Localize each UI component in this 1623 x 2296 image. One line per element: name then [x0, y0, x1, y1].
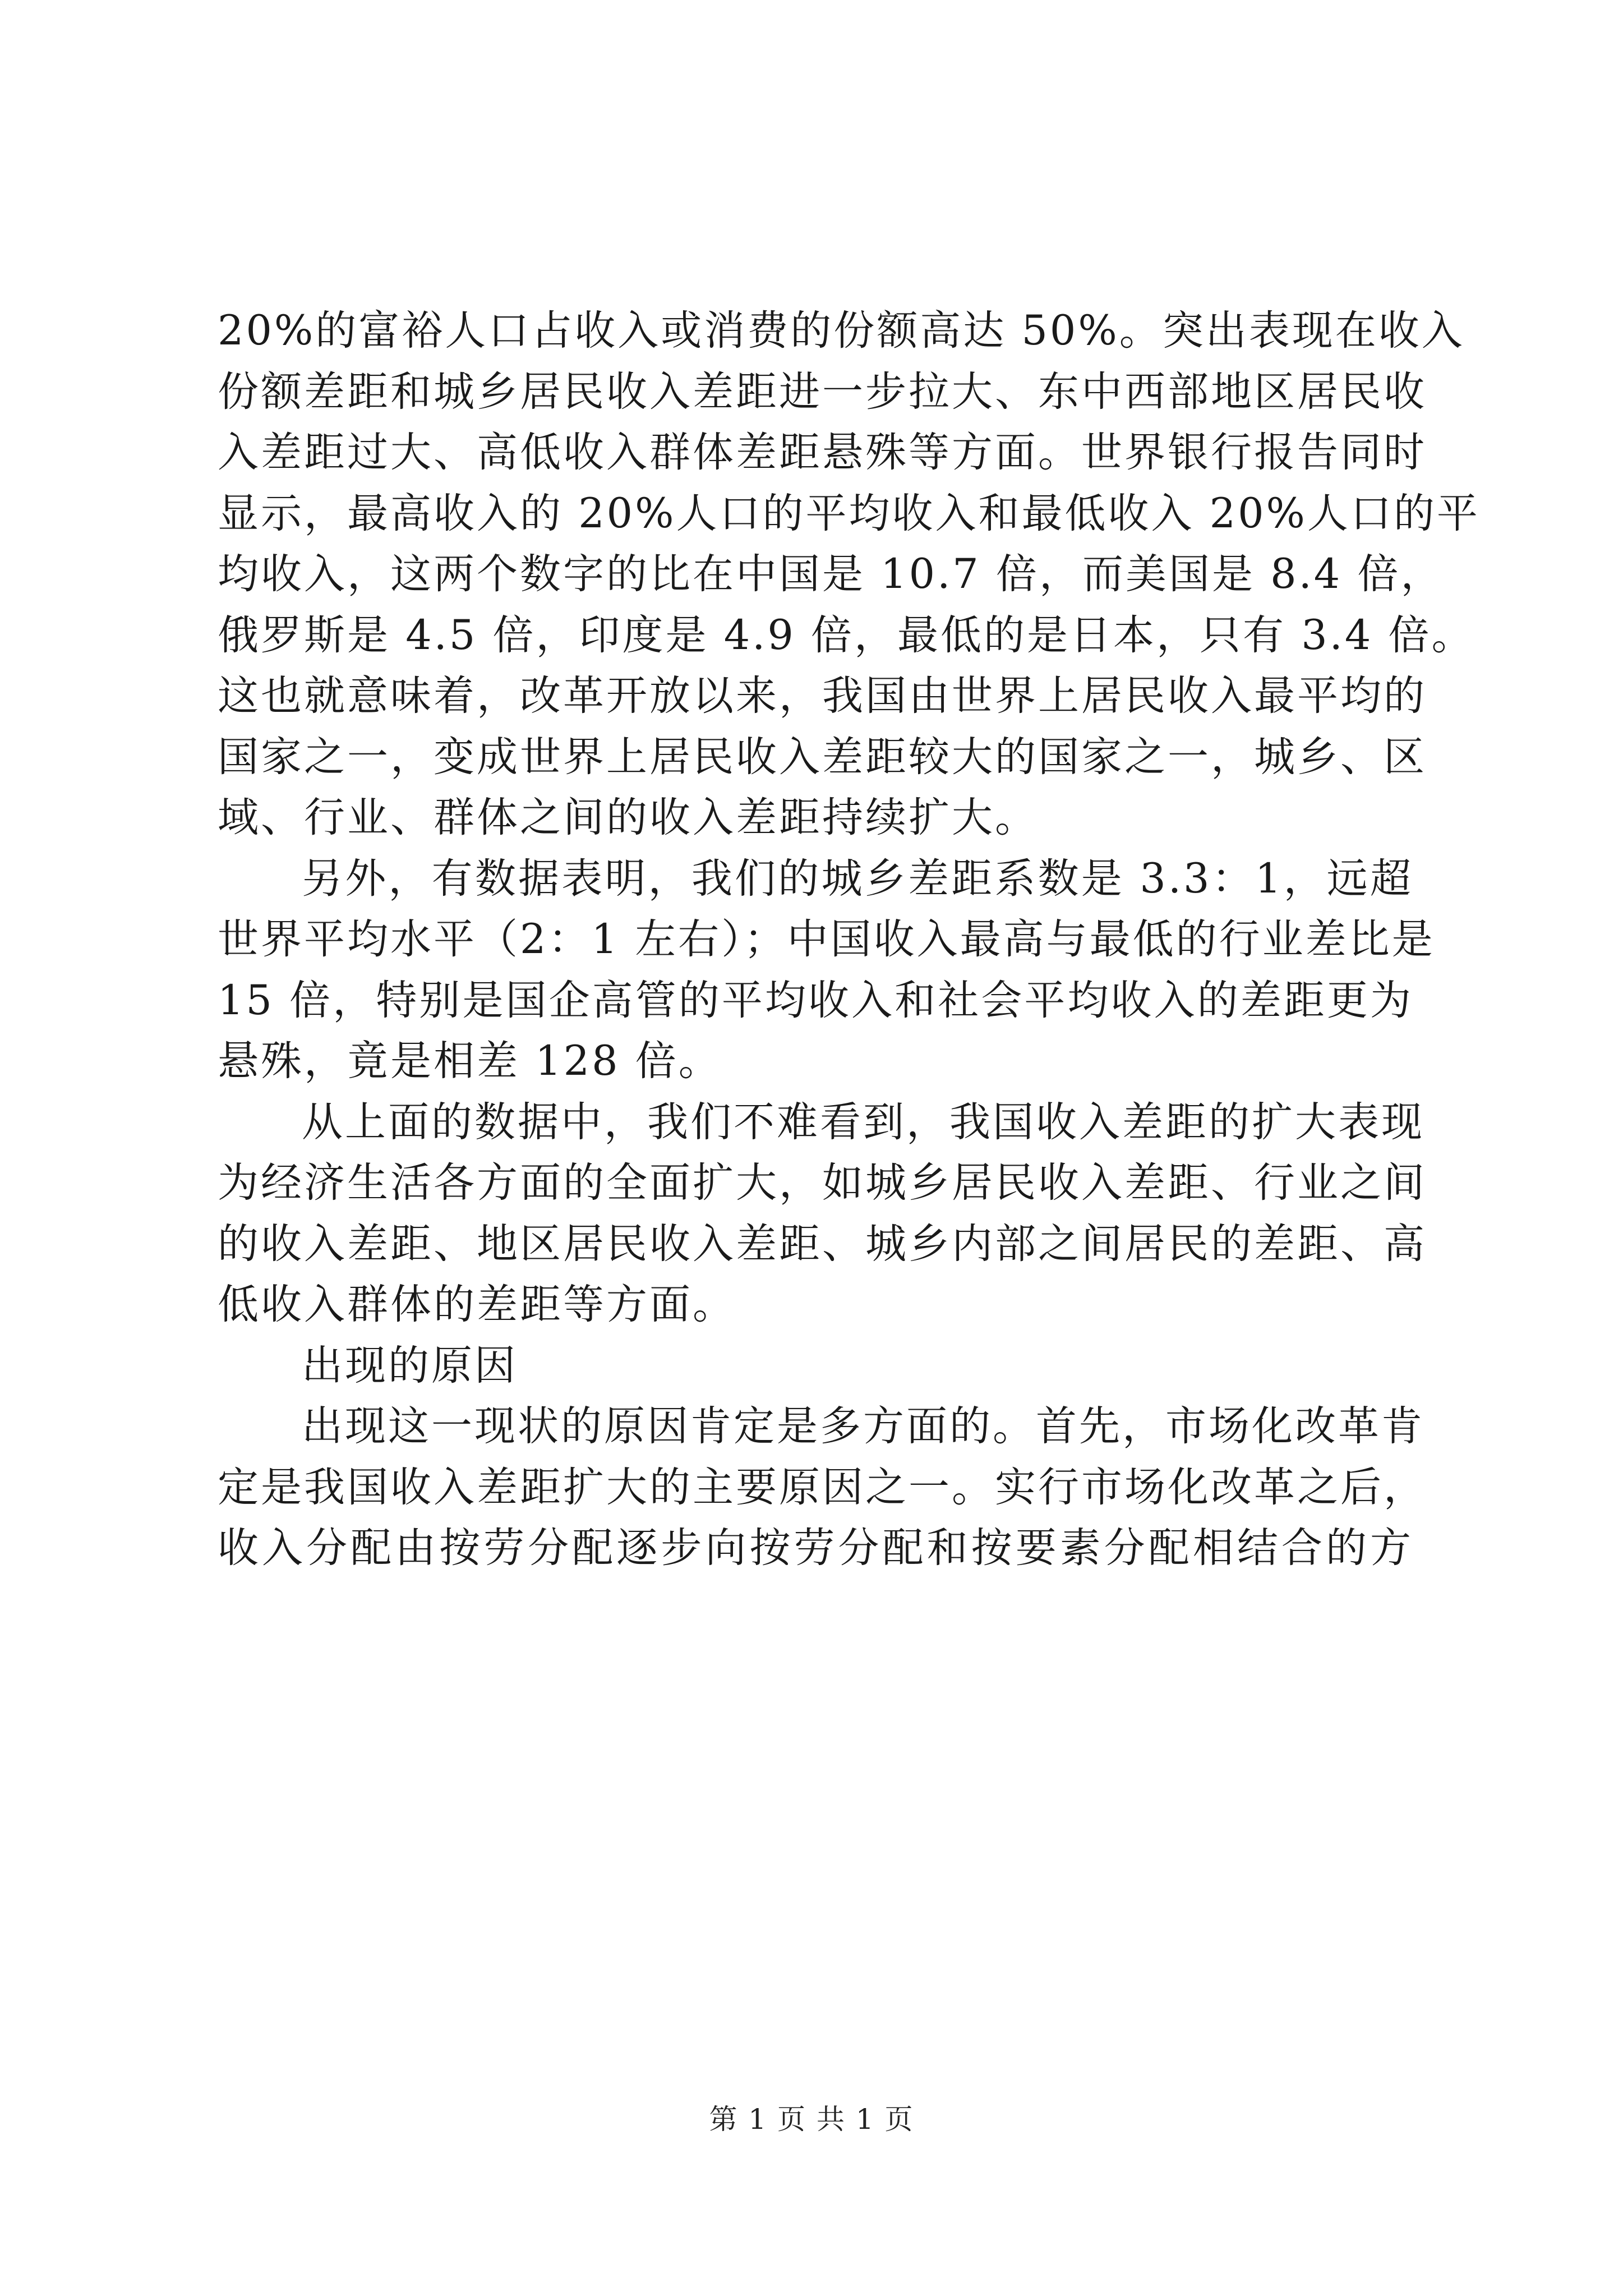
text-line: 域、行业、群体之间的收入差距持续扩大。: [218, 794, 1038, 841]
text-line: 份额差距和城乡居民收入差距进一步拉大、东中西部地区居民收: [218, 367, 1427, 416]
text-line: 悬殊，竟是相差 128 倍。: [218, 1037, 722, 1085]
text-line: 出现这一现状的原因肯定是多方面的。首先，市场化改革肯: [302, 1402, 1424, 1450]
text-line: 这也就意味着，改革开放以来，我国由世界上居民收入最平均的: [218, 672, 1427, 720]
page-number-footer: 第 1 页 共 1 页: [709, 2103, 914, 2136]
text-line: 为经济生活各方面的全面扩大，如城乡居民收入差距、行业之间: [218, 1159, 1427, 1207]
text-line: 20%的富裕人口占收入或消费的份额高达 50%。突出表现在收入: [218, 307, 1465, 355]
text-line: 从上面的数据中，我们不难看到，我国收入差距的扩大表现: [302, 1098, 1424, 1146]
text-line: 均收入，这两个数字的比在中国是 10.7 倍，而美国是 8.4 倍，: [218, 550, 1444, 598]
section-heading: 出现的原因: [302, 1341, 518, 1389]
text-line: 显示，最高收入的 20%人口的平均收入和最低收入 20%人口的平: [218, 489, 1480, 537]
text-line: 另外，有数据表明，我们的城乡差距系数是 3.3：1，远超: [302, 854, 1413, 903]
text-line: 低收入群体的差距等方面。: [218, 1281, 736, 1328]
text-line: 国家之一，变成世界上居民收入差距较大的国家之一，城乡、区: [218, 733, 1427, 781]
text-line: 入差距过大、高低收入群体差距悬殊等方面。世界银行报告同时: [218, 429, 1427, 476]
document-body: [218, 301, 1480, 1579]
text-line: 的收入差距、地区居民收入差距、城乡内部之间居民的差距、高: [218, 1220, 1427, 1268]
text-line: 15 倍，特别是国企高管的平均收入和社会平均收入的差距更为: [218, 976, 1413, 1024]
text-line: 世界平均水平（2：1 左右）；中国收入最高与最低的行业差比是: [218, 915, 1435, 963]
text-line: 俄罗斯是 4.5 倍，印度是 4.9 倍，最低的是日本，只有 3.4 倍。: [218, 611, 1475, 659]
text-line: 定是我国收入差距扩大的主要原因之一。实行市场化改革之后，: [218, 1463, 1427, 1511]
text-line: 收入分配由按劳分配逐步向按劳分配和按要素分配相结合的方: [218, 1524, 1413, 1572]
